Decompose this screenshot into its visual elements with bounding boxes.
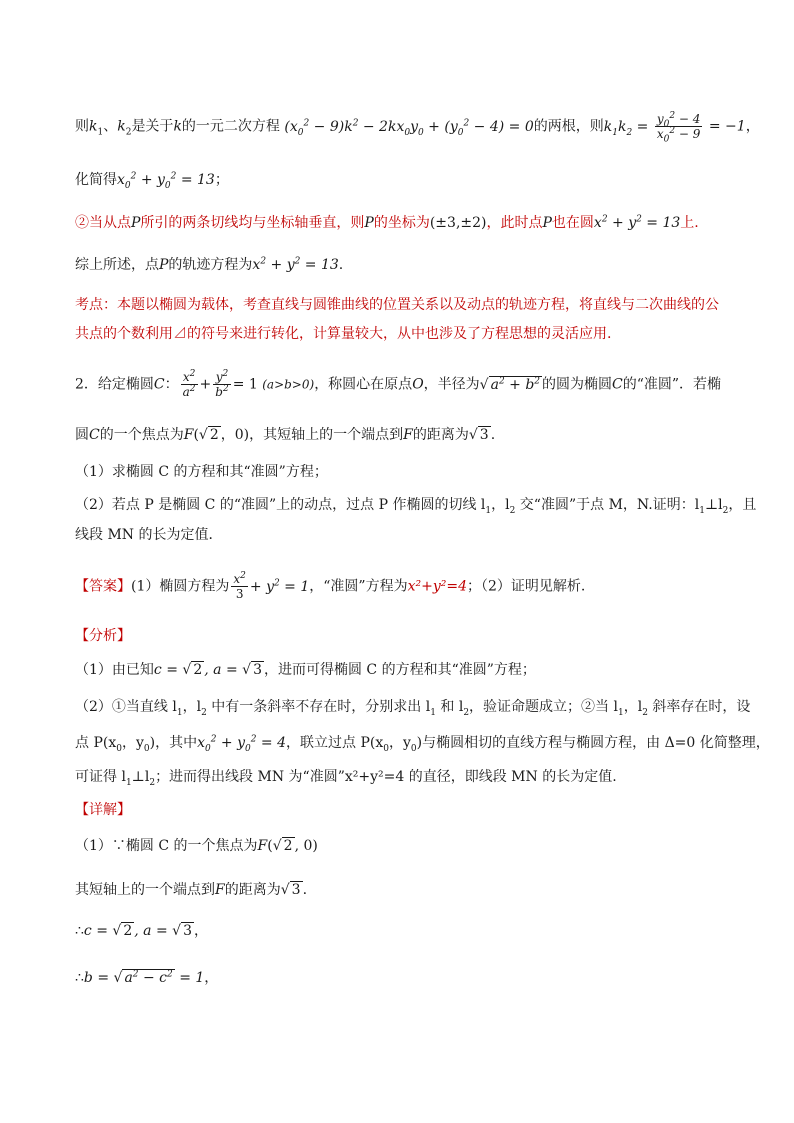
detail-line-3: ∴c = √ 2 , a = √ 3 ， <box>75 923 208 939</box>
line-case2: ②当从点P所引的两条切线均与坐标轴垂直，则P的坐标为(±3,±2)，此时点P也在圆$x^2 + y^2 = 13$上. <box>75 214 699 231</box>
detail-tag: 【详解】 <box>75 802 131 818</box>
detail-line-2: 其短轴上的一个端点到F的距离为√ 3 . <box>75 882 308 898</box>
analysis-line-1: （1）由已知c = √ 2 , a = √ 3 ，进而可得椭圆 C 的方程和其“准圆”方程； <box>75 662 536 678</box>
answer-tag: 【答案】 <box>75 578 131 595</box>
question-2-stem: 2．给定椭圆C： $\frac{x^2}{a^2}$ + $\frac{y^2}{b^2}$ = 1 (a>b>0)，称圆心在原点O，半径为√ $a^2 + b^2$ 的圆为椭圆C的“准圆”．若椭 <box>75 369 722 399</box>
analysis-tag: 【分析】 <box>75 628 131 644</box>
question-2-part-1: （1）求椭圆 C 的方程和其“准圆”方程； <box>75 464 328 480</box>
answer-line: 【答案】(1）椭圆方程为 $\frac{x^2}{3}$ + $y^2 = 1$，“准圆”方程为x²+y²=4；（2）证明见解析. <box>75 571 586 601</box>
fraction: $\frac{y_0^2 - 4}{x_0^2 - 9}$ <box>656 111 701 145</box>
detail-line-1: （1）∵椭圆 C 的一个焦点为F(√ 2 , 0) <box>75 838 318 854</box>
line-k1k2: 则$k_1$、$k_2$是关于k的一元二次方程 $(x_0^2 - 9)k^2 - 2kx_0y_0 + (y_0^2 - 4) = 0$的两根，则$k_1k_2$ = $\frac{y_0^2 - 4}{x_0^2 - 9}$ = −1， <box>75 111 760 145</box>
question-2-part-2-cont: 线段 MN 的长为定值． <box>75 527 223 543</box>
kaodian-line-1: 考点：本题以椭圆为载体，考查直线与圆锥曲线的位置关系以及动点的轨迹方程，将直线与二次曲线的公 <box>75 297 719 313</box>
line-conclusion: 综上所述，点P的轨迹方程为$x^2 + y^2 = 13$. <box>75 256 344 273</box>
question-2-stem-2: 圆C的一个焦点为F(√ 2 ，0)，其短轴上的一个端点到F的距离为√ 3 . <box>75 427 496 443</box>
analysis-line-3: 点 $P(x_0$，$y_0$)，其中$x_0^2 + y_0^2 = 4$，联立过点 $P(x_0$，$y_0$)与椭圆相切的直线方程与椭圆方程，由 Δ=0 化简整理， <box>75 734 770 754</box>
question-2-part-2: （2）若点 P 是椭圆 C 的“准圆”上的动点，过点 P 作椭圆的切线 $l_1$，$l_2$ 交“准圆”于点 M，N.证明：$l_1\perp l_2$，且 <box>75 497 757 516</box>
analysis-line-2: （2）①当直线 $l_1$，$l_2$ 中有一条斜率不存在时，分别求出 $l_1$ 和 $l_2$，验证命题成立；②当 $l_1$，$l_2$ 斜率存在时，设 <box>75 699 751 718</box>
detail-line-4: ∴b = √ $a^2 - c^2 = 1$， <box>75 969 219 986</box>
line-simplify: 化简得$x_0^2 + y_0^2 = 13$； <box>75 171 229 191</box>
kaodian-line-2: 共点的个数利用⊿的符号来进行转化，计算量较大，从中也涉及了方程思想的灵活应用. <box>75 326 612 342</box>
analysis-line-4: 可证得 $l_1\perp l_2$；进而得出线段 MN 为“准圆”x²+y²=4 的直径，即线段 MN 的长为定值. <box>75 769 617 788</box>
